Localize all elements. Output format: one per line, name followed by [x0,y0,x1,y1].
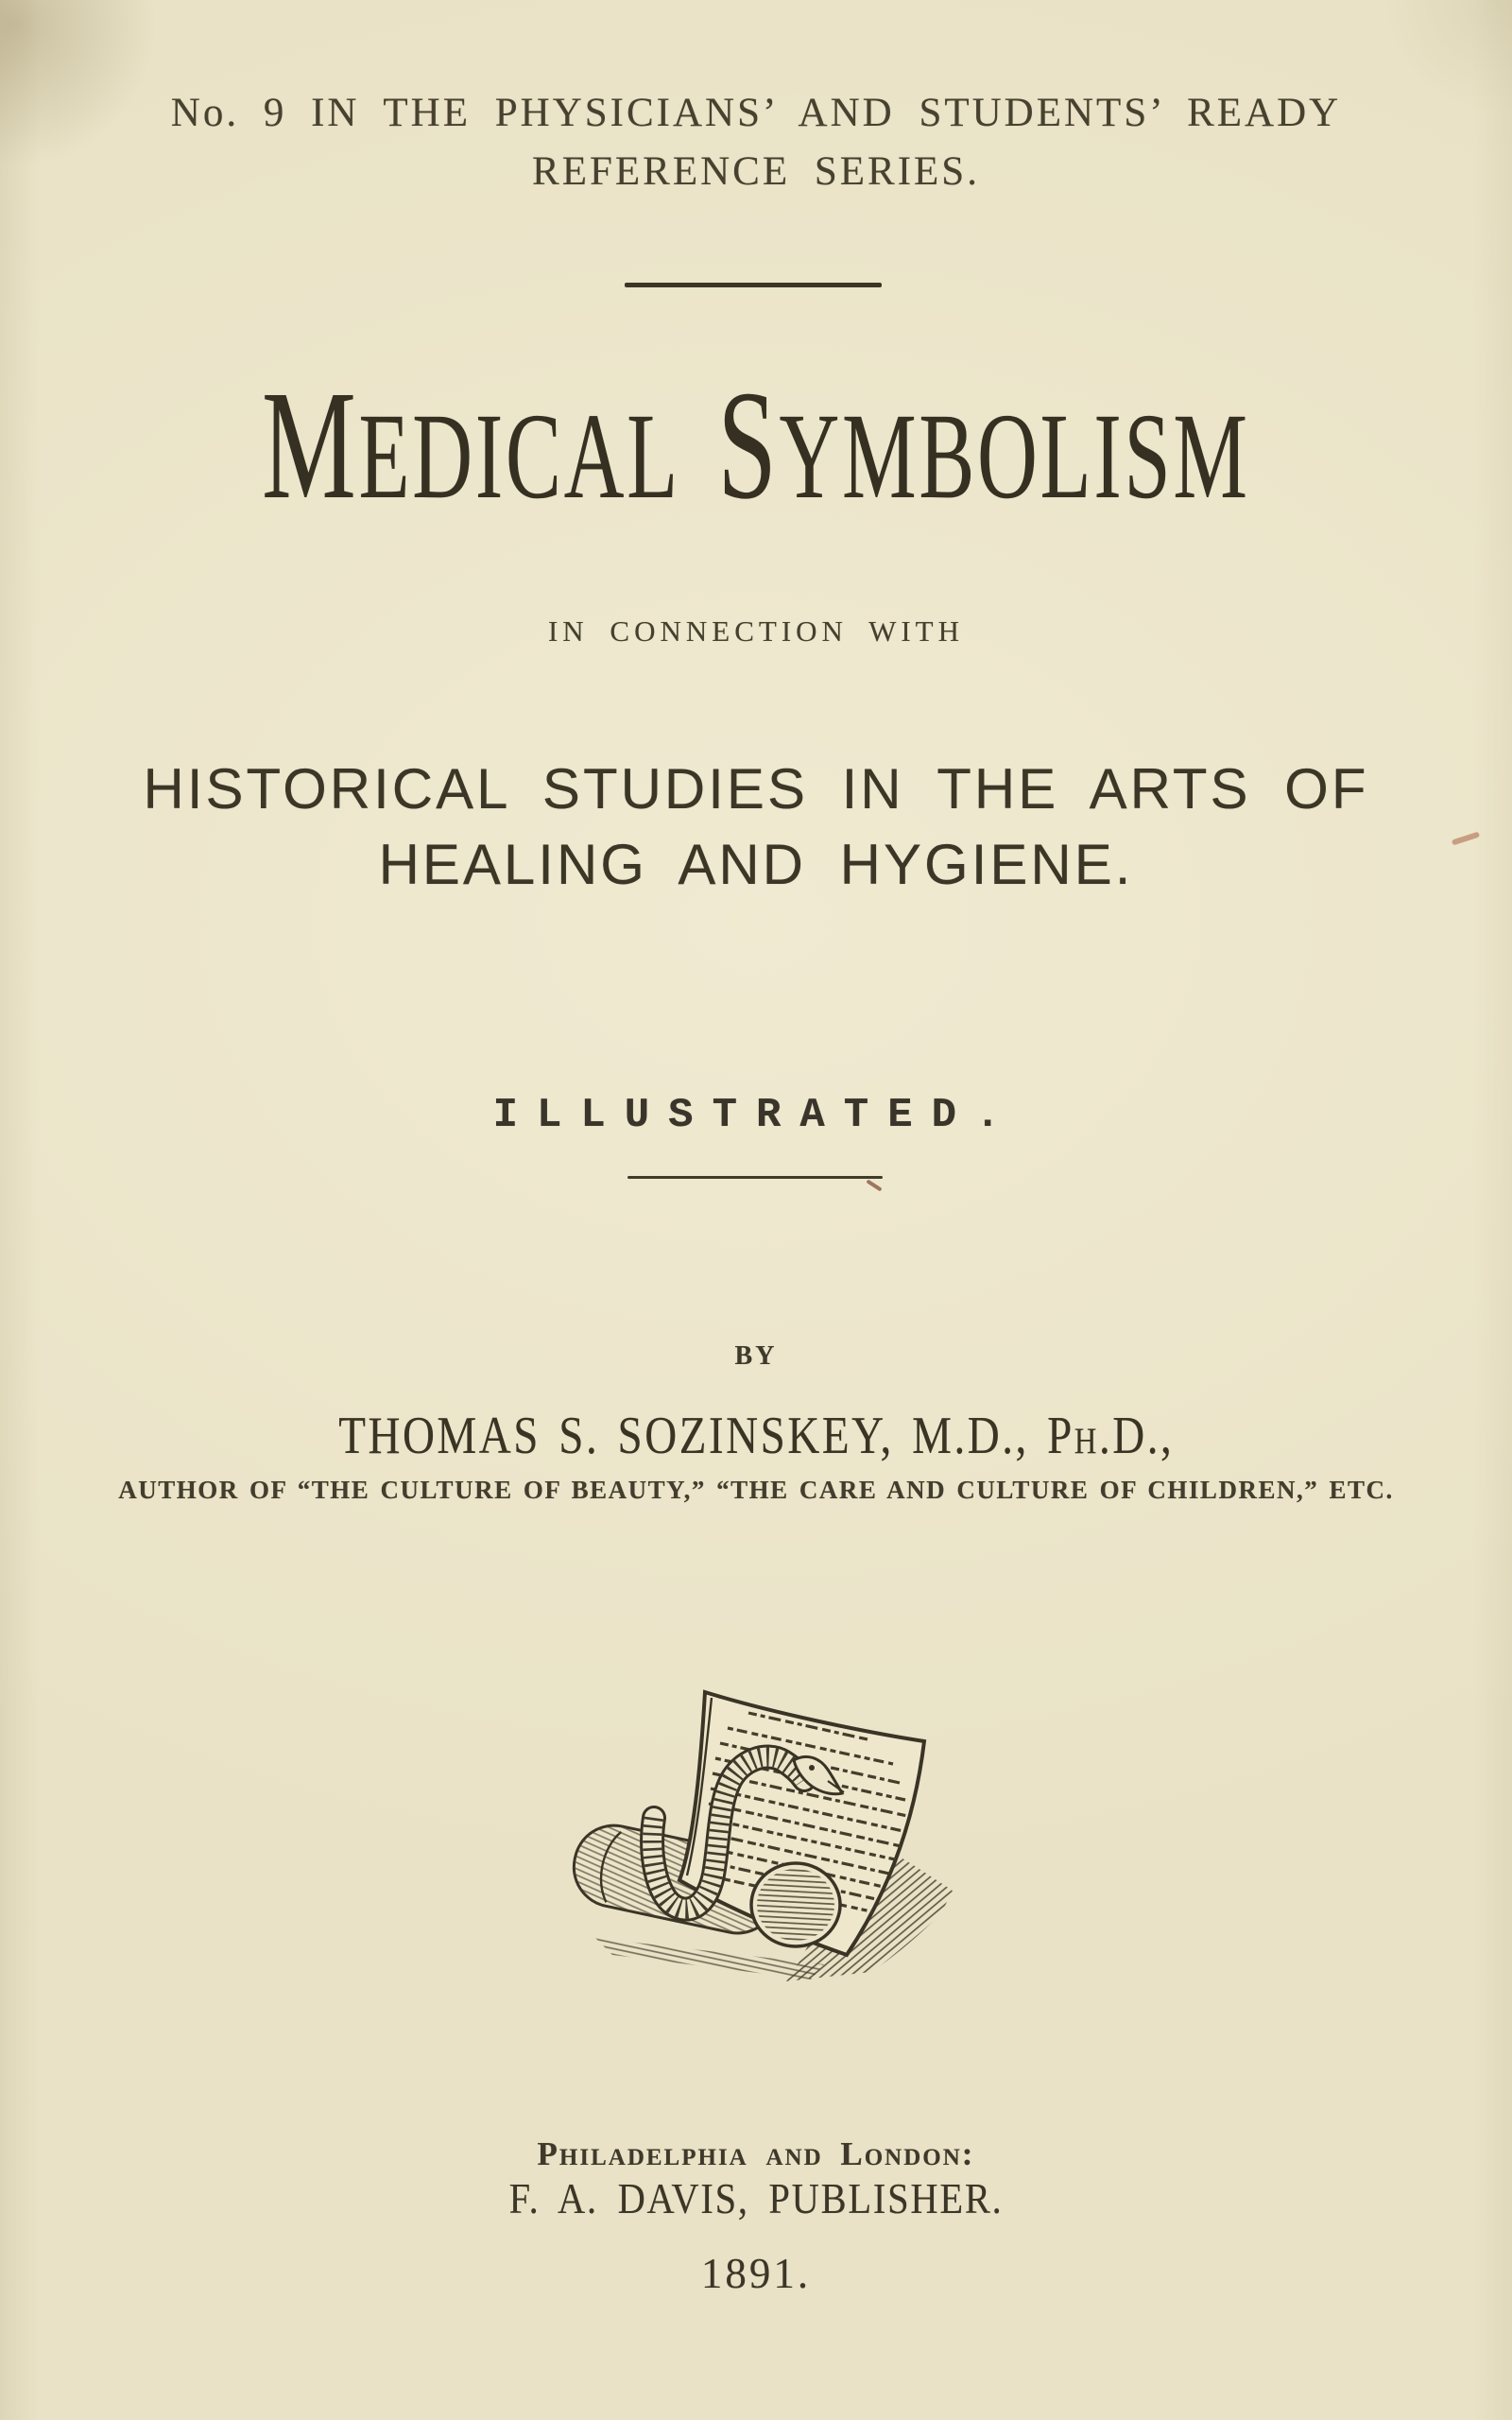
ink-speck [866,1179,882,1191]
book-title [0,358,1512,537]
author-name [0,1406,1512,1466]
connection-line: IN CONNECTION WITH [547,614,965,648]
imprint-publisher-text: F. A. DAVIS, PUBLISHER. [508,2174,1004,2222]
series-heading [0,84,1512,201]
scroll-rolled-end [751,1863,840,1946]
imprint-cities: Philadelphia and London: [537,2135,975,2172]
subtitle-line-1: HISTORICAL STUDIES IN THE ARTS OF [143,757,1369,821]
title-word-symbolism: SYMBOLISM [717,358,1250,531]
imprint-year: 1891. [700,2250,812,2297]
byline-label: BY [734,1341,778,1371]
mid-rule [627,1176,883,1179]
subtitle [0,752,1512,903]
author-credentials: AUTHOR OF “THE CULTURE OF BEAUTY,” “THE CARE AND CULTURE OF CHILDREN,” ETC. [118,1476,1394,1504]
series-line-2: REFERENCE SERIES. [532,149,980,194]
subtitle-line-2: HEALING AND HYGIENE. [378,833,1134,896]
imprint-publisher [0,2173,1512,2223]
author-name-text: THOMAS S. SOZINSKEY, M.D., Ph.D., [337,1407,1175,1465]
serpent-scroll-illustration [567,1681,964,1983]
title-word-medical: MEDICAL [262,358,681,531]
series-line-1: No. 9 IN THE PHYSICIANS’ AND STUDENTS’ READY [170,91,1342,135]
book-title-text [262,358,1250,537]
top-rule [625,283,882,287]
serpent-eye [809,1765,815,1771]
illustrated-label: ILLUSTRATED. [492,1092,1020,1139]
